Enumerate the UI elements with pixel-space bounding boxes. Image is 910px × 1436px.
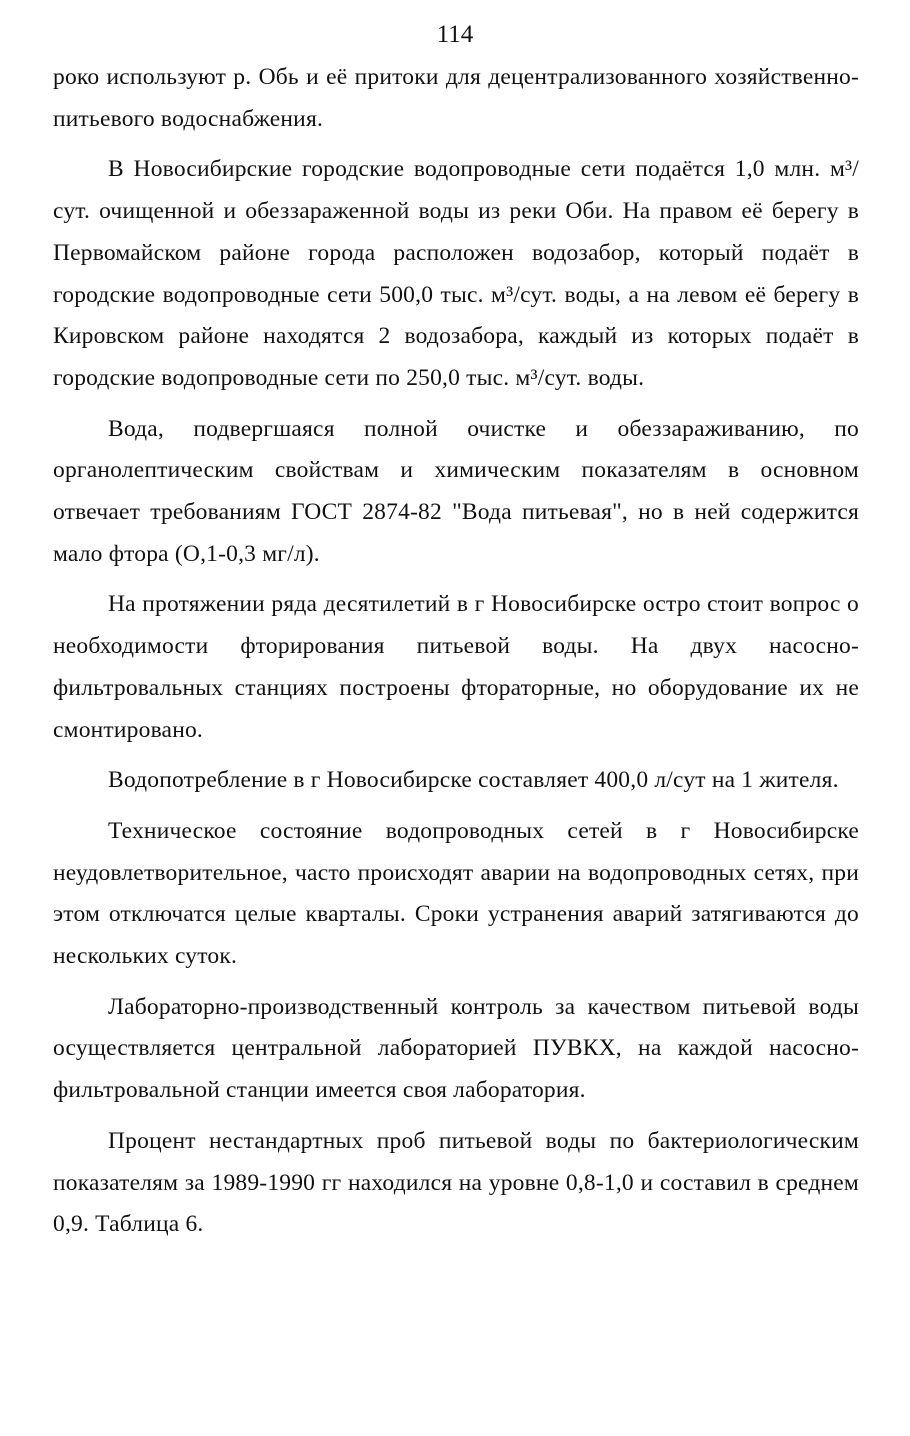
paragraph-continued: роко используют р. Обь и её притоки для децентрализованного хозяйственно-питьевого водоснабжения. bbox=[53, 64, 859, 132]
paragraph-network-condition: Техническое состояние водопроводных сетей в г Новосибирске неудовлетворительное, часто происходят аварии на водопроводных сетях, при этом отключатся целые кварталы. Сроки устранения аварий затягиваются до нескольких суток. bbox=[53, 817, 859, 970]
body-text bbox=[53, 57, 859, 1255]
paragraph-water-supply: В Новосибирские городские водопроводные сети подаётся 1,0 млн. м³/сут. очищенной и обеззараженной воды из реки Оби. На правом её берегу в Первомайском районе города расположен водозабор, который подаёт в городские водопроводные сети 500,0 тыс. м³/сут. воды, а на левом её берегу в Кировском районе находятся 2 водозабора, каждый из которых подаёт в городские водопроводные сети по 250,0 тыс. м³/сут. воды. bbox=[53, 156, 859, 391]
paragraph-nonstandard-samples: Процент нестандартных проб питьевой воды по бактериологическим показателям за 1989-1990 гг находился на уровне 0,8-1,0 и составил в среднем 0,9. Таблица 6. bbox=[53, 1127, 859, 1238]
paragraph-fluoridation: На протяжении ряда десятилетий в г Новосибирске остро стоит вопрос о необходимости фторирования питьевой воды. На двух насосно-фильтровальных станциях построены фтораторные, но оборудование их не смонтировано. bbox=[53, 591, 859, 743]
page-number: 114 bbox=[436, 21, 474, 48]
paragraph-water-quality: Вода, подвергшаяся полной очистке и обеззараживанию, по органолептическим свойствам и химическим показателям в основном отвечает требованиям ГОСТ 2874-82 "Вода питьевая", но в ней содержится мало фтора (О,1-0,3 мг/л). bbox=[53, 415, 859, 567]
paragraph-lab-control: Лабораторно-производственный контроль за качеством питьевой воды осуществляется центральной лабораторией ПУВКХ, на каждой насосно-фильтровальной станции имеется своя лаборатория. bbox=[53, 993, 859, 1104]
paragraph-consumption: Водопотребление в г Новосибирске составляет 400,0 л/сут на 1 жителя. bbox=[108, 767, 839, 794]
